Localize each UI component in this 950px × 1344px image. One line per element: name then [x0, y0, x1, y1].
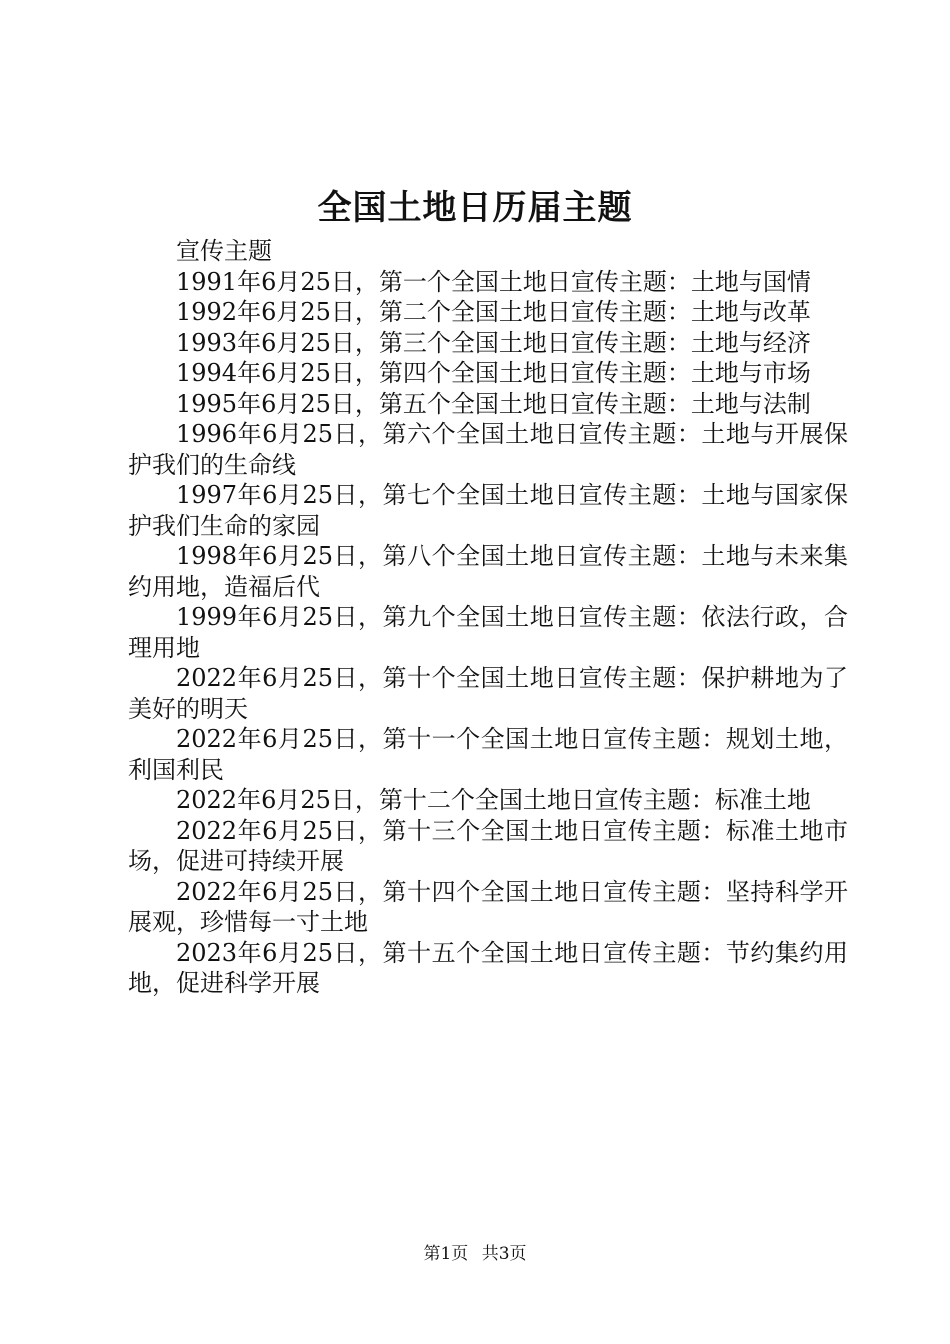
page-number: 第1页 [423, 1244, 469, 1264]
document-body [128, 236, 848, 999]
page-title: 全国土地日历届主题 [317, 188, 633, 228]
page-total: 共3页 [481, 1244, 527, 1264]
paragraph-14th: 2022年6月25日，第十四个全国土地日宣传主题：坚持科学开展观，珍惜每一寸土地 [128, 877, 848, 936]
paragraph-15th: 2023年6月25日，第十五个全国土地日宣传主题：节约集约用地，促进科学开展 [128, 938, 848, 997]
paragraph-1996: 1996年6月25日，第六个全国土地日宣传主题：土地与开展保护我们的生命线 [128, 420, 848, 479]
paragraph-1998: 1998年6月25日，第八个全国土地日宣传主题：土地与未来集约用地，造福后代 [128, 542, 848, 601]
paragraph-1997: 1997年6月25日，第七个全国土地日宣传主题：土地与国家保护我们生命的家园 [128, 481, 848, 540]
paragraph-10th: 2022年6月25日，第十个全国土地日宣传主题：保护耕地为了美好的明天 [128, 664, 848, 723]
paragraph-intro: 宣传主题 [176, 237, 272, 265]
paragraph-11th: 2022年6月25日，第十一个全国土地日宣传主题：规划土地，利国利民 [128, 725, 848, 784]
paragraph-1999: 1999年6月25日，第九个全国土地日宣传主题：依法行政，合理用地 [128, 603, 848, 662]
paragraph-1993: 1993年6月25日，第三个全国土地日宣传主题：土地与经济 [176, 328, 811, 357]
paragraph-13th: 2022年6月25日，第十三个全国土地日宣传主题：标准土地市场，促进可持续开展 [128, 816, 848, 875]
page-footer [0, 1243, 950, 1265]
paragraph-1992: 1992年6月25日，第二个全国土地日宣传主题：土地与改革 [176, 298, 811, 326]
paragraph-1994: 1994年6月25日，第四个全国土地日宣传主题：土地与市场 [176, 359, 811, 387]
paragraph-12th: 2022年6月25日，第十二个全国土地日宣传主题：标准土地 [176, 786, 811, 814]
paragraph-1995: 1995年6月25日，第五个全国土地日宣传主题：土地与法制 [176, 389, 811, 418]
paragraph-1991: 1991年6月25日，第一个全国土地日宣传主题：土地与国情 [176, 267, 811, 296]
